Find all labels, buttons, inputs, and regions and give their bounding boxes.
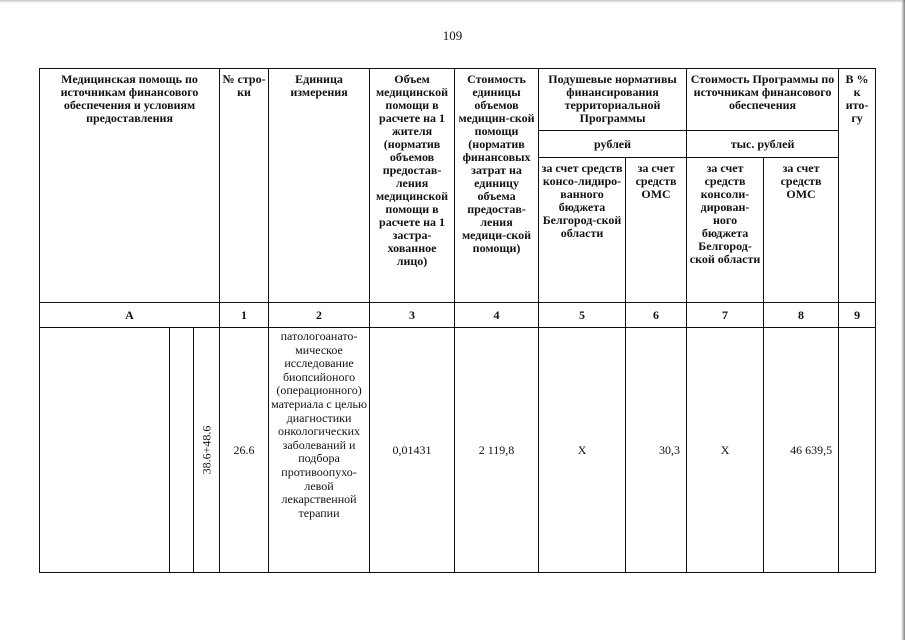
row-percent xyxy=(839,328,876,573)
column-number-6: 6 xyxy=(626,303,687,328)
row-code-vertical: 38.6+48.6 xyxy=(199,425,214,475)
row-per-capita-budget: Х xyxy=(539,328,626,573)
page-number: 109 xyxy=(442,28,463,43)
row-line-number: 26.6 xyxy=(220,328,269,573)
row-unit-cost: 2 119,8 xyxy=(455,328,539,573)
row-code-cell xyxy=(194,328,220,573)
header-program-cost: Стоимость Программы по источникам финансового обеспечения xyxy=(687,69,839,131)
scan-edge-right xyxy=(901,0,905,640)
header-per-capita-budget: за счет средств консо-лидиро-ванного бюджета Белгород-ской области xyxy=(539,158,626,303)
column-number-4: 4 xyxy=(455,303,539,328)
column-number-5: 5 xyxy=(539,303,626,328)
header-unit-rubles: рублей xyxy=(539,131,687,158)
header-program-oms: за счет средств ОМС xyxy=(764,158,839,303)
column-number-9: 9 xyxy=(839,303,876,328)
header-per-capita-oms: за счет средств ОМС xyxy=(626,158,687,303)
header-program-budget: за счет средств консоли-дирован-ного бюджета Белгород-ской области xyxy=(687,158,764,303)
row-per-capita-oms: 30,3 xyxy=(626,328,687,573)
row-blank-narrow-cell xyxy=(170,328,194,573)
header-row-number: № стро-ки xyxy=(220,69,269,303)
column-number-3: 3 xyxy=(370,303,455,328)
header-volume: Объем медицинской помощи в расчете на 1 жителя (норматив объемов предостав-ления медицинской помощи в расчете на 1 застра-хованное лицо) xyxy=(370,69,455,303)
column-number-2: 2 xyxy=(269,303,370,328)
column-number-8: 8 xyxy=(764,303,839,328)
column-number-7: 7 xyxy=(687,303,764,328)
row-program-oms: 46 639,5 xyxy=(764,328,839,573)
scan-edge-top xyxy=(0,0,905,3)
column-number-a: А xyxy=(40,303,220,328)
header-unit-cost: Стоимость единицы объемов медицин-ской помощи (норматив финансовых затрат на единицу объема предостав-ления медици-ской помощи) xyxy=(455,69,539,303)
column-number-1: 1 xyxy=(220,303,269,328)
row-blank-cell xyxy=(40,328,170,573)
header-percent: В % к ито-гу xyxy=(839,69,876,303)
row-unit-description: патологоанато-мическое исследование биопсийоного (операционного) материала с целью диагностики онкологических заболеваний и подбора противоопухо-левой лекарственной терапии xyxy=(269,328,370,573)
header-per-capita-norms: Подушевые нормативы финансирования территориальной Программы xyxy=(539,69,687,131)
row-program-budget: Х xyxy=(687,328,764,573)
header-unit-thousand-rubles: тыс. рублей xyxy=(687,131,839,158)
header-medical-care: Медицинская помощь по источникам финансового обеспечения и условиям предоставления xyxy=(40,69,220,303)
header-unit: Единица измерения xyxy=(269,69,370,303)
row-volume: 0,01431 xyxy=(370,328,455,573)
financing-table xyxy=(39,68,876,573)
